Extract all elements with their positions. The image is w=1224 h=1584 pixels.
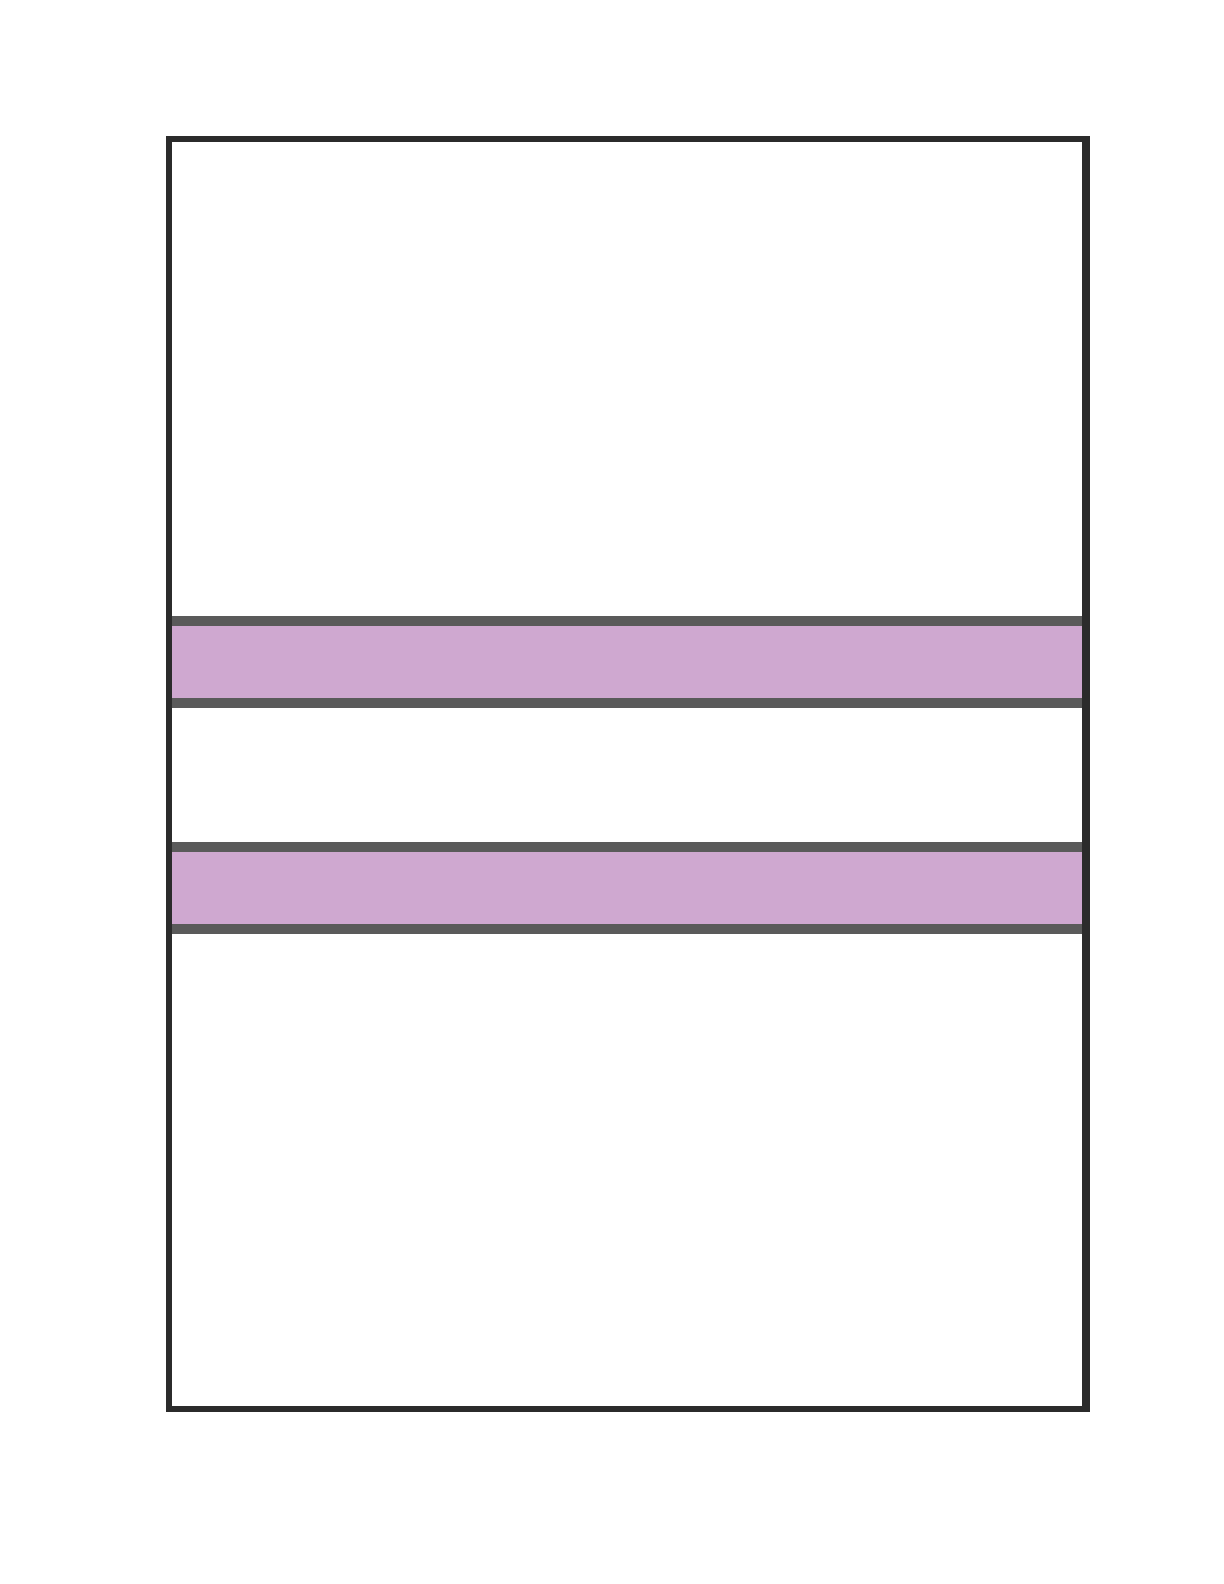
list-item (216, 178, 1066, 206)
roman-list (216, 150, 1066, 206)
section-header (172, 616, 1082, 708)
analysis-section (172, 934, 1082, 940)
facts-section (172, 142, 1082, 616)
section-header (172, 842, 1082, 934)
bullets-section (172, 708, 1082, 842)
list-item (216, 150, 1066, 178)
document-table (166, 136, 1090, 1412)
list-number (216, 150, 250, 178)
list-number (216, 178, 250, 206)
